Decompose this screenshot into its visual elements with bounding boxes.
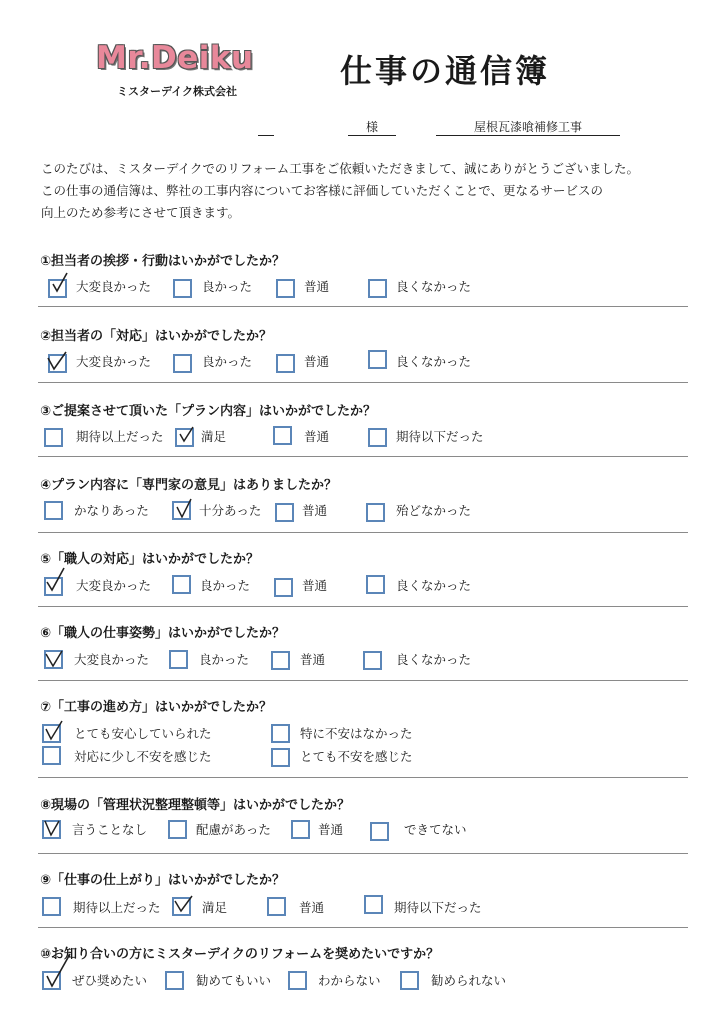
work-type-field: 屋根瓦漆喰補修工事 — [436, 119, 620, 136]
q5-option-4-label: 良くなかった — [396, 578, 472, 593]
q8-option-3-label: 普通 — [318, 822, 344, 837]
q2-option-3-label: 普通 — [304, 354, 330, 369]
intro-line: このたびは、ミスターデイクでのリフォーム工事をご依頼いただきまして、誠にありがとうございました。 — [41, 161, 640, 176]
q9-option-2-label: 満足 — [202, 900, 228, 915]
q5-option-2-label: 良かった — [200, 578, 251, 593]
company-name: ミスターデイク株式会社 — [117, 85, 238, 98]
q3-option-1-label: 期待以上だった — [76, 429, 164, 444]
q8-check-mark-icon — [43, 818, 65, 840]
question-1-text: ①担当者の挨拶・行動はいかがでしたか？ — [40, 254, 286, 269]
question-8-text: ⑧現場の「管理状況整理整頓等」はいかがでしたか？ — [40, 798, 351, 813]
q2-option-4-checkbox[interactable] — [368, 350, 387, 369]
q3-option-2-label: 満足 — [201, 429, 227, 444]
section-divider — [38, 680, 688, 681]
q2-check-mark-icon — [46, 350, 70, 372]
question-5-text: ⑤「職人の対応」はいかがでしたか？ — [40, 552, 260, 567]
q3-option-4-label: 期待以下だった — [396, 429, 484, 444]
intro-line: 向上のため参考にさせて頂きます。 — [41, 205, 241, 220]
q6-option-3-checkbox[interactable] — [271, 651, 290, 670]
q6-option-1-label: 大変良かった — [74, 652, 150, 667]
q9-option-1-checkbox[interactable] — [42, 897, 61, 916]
q5-option-3-label: 普通 — [302, 578, 328, 593]
q7-option-4-checkbox[interactable] — [271, 748, 290, 767]
q4-option-3-label: 普通 — [302, 503, 328, 518]
q1-option-1-label: 大変良かった — [76, 279, 152, 294]
q8-option-3-checkbox[interactable] — [291, 820, 310, 839]
q4-option-4-label: 殆どなかった — [396, 503, 472, 518]
q2-option-1-label: 大変良かった — [76, 354, 152, 369]
q6-option-2-label: 良かった — [199, 652, 250, 667]
q7-option-3-checkbox[interactable] — [42, 746, 61, 765]
q9-option-1-label: 期待以上だった — [73, 900, 161, 915]
q1-option-3-checkbox[interactable] — [276, 279, 295, 298]
q6-option-4-checkbox[interactable] — [363, 651, 382, 670]
q2-option-4-label: 良くなかった — [396, 354, 472, 369]
document-title: 仕事の通信簿 — [340, 52, 551, 90]
q8-option-2-label: 配慮があった — [196, 822, 271, 837]
question-2-text: ②担当者の「対応」はいかがでしたか？ — [40, 329, 273, 344]
q7-option-1-label: とても安心していられた — [74, 726, 212, 741]
q7-check-mark-icon — [44, 719, 66, 743]
q1-option-4-label: 良くなかった — [396, 279, 472, 294]
q7-option-4-label: とても不安を感じた — [300, 749, 413, 764]
section-divider — [38, 306, 688, 307]
q3-check-mark-icon — [177, 425, 197, 445]
q10-option-2-checkbox[interactable] — [165, 971, 184, 990]
honorific-label: 様 — [348, 119, 396, 136]
question-3-text: ③ご提案させて頂いた「プラン内容」はいかがでしたか？ — [40, 404, 377, 419]
q6-option-4-label: 良くなかった — [396, 652, 472, 667]
q5-option-4-checkbox[interactable] — [366, 575, 385, 594]
q10-check-mark-icon — [44, 952, 74, 990]
q5-option-2-checkbox[interactable] — [172, 575, 191, 594]
company-logo: Mr.Deiku — [96, 40, 254, 76]
question-9-text: ⑨「仕事の仕上がり」はいかがでしたか？ — [40, 873, 286, 888]
section-divider — [38, 927, 688, 928]
q1-option-2-label: 良かった — [202, 279, 253, 294]
q3-option-4-checkbox[interactable] — [368, 428, 387, 447]
q1-option-2-checkbox[interactable] — [173, 279, 192, 298]
q10-option-4-checkbox[interactable] — [400, 971, 419, 990]
q5-option-3-checkbox[interactable] — [274, 578, 293, 597]
q1-option-4-checkbox[interactable] — [368, 279, 387, 298]
customer-name-field — [258, 119, 274, 136]
question-7-text: ⑦「工事の進め方」はいかがでしたか？ — [40, 700, 273, 715]
section-divider — [38, 382, 688, 383]
q7-option-3-label: 対応に少し不安を感じた — [74, 749, 212, 764]
q9-option-4-checkbox[interactable] — [364, 895, 383, 914]
q8-option-4-checkbox[interactable] — [370, 822, 389, 841]
intro-line: この仕事の通信簿は、弊社の工事内容についてお客様に評価していただくことで、更なるサービスの — [41, 183, 604, 198]
q7-option-2-checkbox[interactable] — [271, 724, 290, 743]
q5-option-1-label: 大変良かった — [76, 578, 152, 593]
q10-option-3-checkbox[interactable] — [288, 971, 307, 990]
q10-option-2-label: 勧めてもいい — [196, 973, 272, 988]
question-4-text: ④プラン内容に「専門家の意見」はありましたか？ — [40, 478, 338, 493]
q5-check-mark-icon — [44, 566, 68, 594]
q4-option-3-checkbox[interactable] — [275, 503, 294, 522]
section-divider — [38, 777, 688, 778]
q4-option-1-label: かなりあった — [74, 503, 149, 518]
q2-option-3-checkbox[interactable] — [276, 354, 295, 373]
q8-option-4-label: できてない — [404, 822, 467, 837]
q3-option-1-checkbox[interactable] — [44, 428, 63, 447]
q6-option-2-checkbox[interactable] — [169, 650, 188, 669]
q9-option-3-label: 普通 — [299, 900, 325, 915]
q6-option-3-label: 普通 — [300, 652, 326, 667]
intro-paragraph — [41, 158, 691, 224]
q10-option-3-label: わからない — [318, 973, 381, 988]
section-divider — [38, 456, 688, 457]
q7-option-2-label: 特に不安はなかった — [300, 726, 413, 741]
q2-option-2-checkbox[interactable] — [173, 354, 192, 373]
question-6-text: ⑥「職人の仕事姿勢」はいかがでしたか？ — [40, 626, 286, 641]
q8-option-2-checkbox[interactable] — [168, 820, 187, 839]
q4-check-mark-icon — [174, 497, 194, 521]
q8-option-1-label: 言うことなし — [72, 822, 148, 837]
q10-option-1-label: ぜひ奨めたい — [72, 973, 148, 988]
q2-option-2-label: 良かった — [202, 354, 253, 369]
q9-option-4-label: 期待以下だった — [394, 900, 482, 915]
q9-check-mark-icon — [172, 893, 196, 915]
q10-option-4-label: 勧められない — [431, 973, 507, 988]
q1-option-3-label: 普通 — [304, 279, 330, 294]
section-divider — [38, 532, 688, 533]
q4-option-1-checkbox[interactable] — [44, 501, 63, 520]
q6-check-mark-icon — [44, 648, 66, 670]
q1-check-mark-icon — [50, 271, 72, 295]
q4-option-4-checkbox[interactable] — [366, 503, 385, 522]
section-divider — [38, 853, 688, 854]
q9-option-3-checkbox[interactable] — [267, 897, 286, 916]
q4-option-2-label: 十分あった — [199, 503, 262, 518]
section-divider — [38, 606, 688, 607]
q3-option-3-checkbox[interactable] — [273, 426, 292, 445]
question-10-text: ⑩お知り合いの方にミスターデイクのリフォームを奨めたいですか？ — [40, 947, 440, 962]
q3-option-3-label: 普通 — [304, 429, 330, 444]
